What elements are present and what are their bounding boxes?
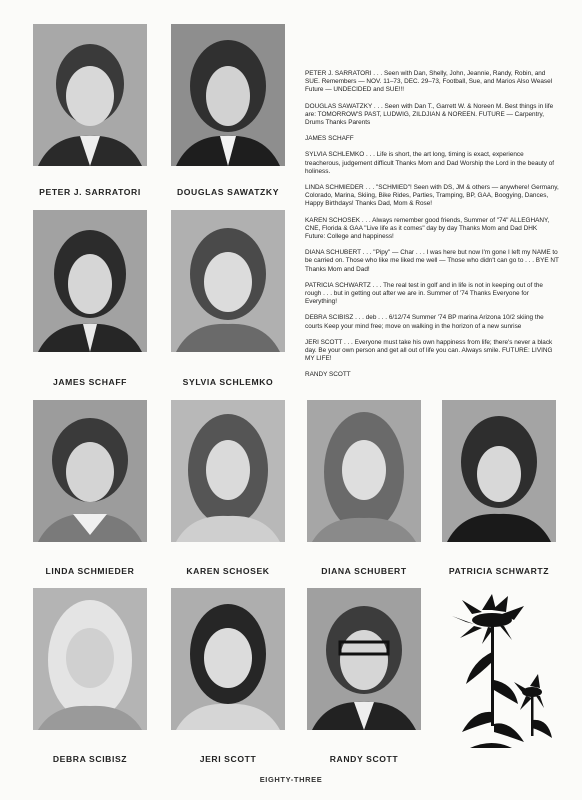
portrait-name: DOUGLAS SAWATZKY [176, 187, 280, 197]
bio-entry: LINDA SCHMIEDER . . . "SCHMIED"! Seen with DS, JM & others — anywhere! Germany, Colorado, Marina, Skiing, Bike Rides, Parties, Tramping, BP, GAA, Boogying, Dances, Happy Birthdays! Thanks Dad, Mom & Rose! [305, 184, 559, 208]
portrait-photo [307, 588, 421, 730]
portrait-name: SYLVIA SCHLEMKO [182, 377, 274, 387]
portrait-photo [171, 400, 285, 542]
bio-entry: PATRICIA SCHWARTZ . . . The real test in golf and in life is not in keeping out of the rough . . . but in getting out after we are in. Summer of '74 Thanks Everyone for Everything! [305, 281, 543, 306]
bio-entry: SYLVIA SCHLEMKO . . . Life is short, the art long, timing is exact, experience treacherous, judgement difficult Thanks Mom and Dad Worship the Lord in the beauty of holiness. [305, 151, 555, 175]
page-number: EIGHTY-THREE [259, 775, 323, 784]
bio-entry: DOUGLAS SAWATZKY . . . Seen with Dan T., Garrett W. & Noreen M. Best things in life are: TOMORROW'S PAST, LUDWIG, ZILDJIAN & NOREEN. FUTURE — Carpentry, Drums Thanks Parents [305, 102, 554, 127]
portrait-photo [442, 400, 556, 542]
portrait-name: JAMES SCHAFF [52, 377, 128, 387]
portrait-name: JERI SCOTT [199, 754, 257, 764]
portrait-name: RANDY SCOTT [329, 754, 399, 764]
portrait-photo [33, 400, 147, 542]
bio-entry: PETER J. SARRATORI . . . Seen with Dan, Shelly, John, Jeannie, Randy, Robin, and SUE. Remembers — NOV. 11–73, DEC. 29–73, Football, Sue, and Marios Also Weasel Future — UNDECIDED and SUE!!! [305, 70, 553, 94]
portrait-name: DIANA SCHUBERT [321, 566, 407, 576]
portrait-photo [171, 210, 285, 352]
portrait-name: PATRICIA SCHWARTZ [448, 566, 550, 576]
senior-bios [305, 70, 559, 388]
portrait-photo [33, 210, 147, 352]
portrait-name: KAREN SCHOSEK [186, 566, 270, 576]
bio-entry: JAMES SCHAFF [305, 135, 354, 143]
bio-entry: DEBRA SCIBISZ . . . deb . . . 6/12/74 Summer '74 BP marina Arizona 10/2 skiing the courts Keep your mind free; move on walking in the horizon of a new sunrise [305, 314, 544, 330]
bio-entry: DIANA SCHUBERT . . . "Pipy" — Char . . . I was here but now I'm gone I left my NAME to be carried on. Those who like me liked me well — Those who didn't can go to . . . BYE NT Thanks Mom and Dad! [305, 249, 559, 273]
portrait-name: DEBRA SCIBISZ [52, 754, 128, 764]
bio-entry: RANDY SCOTT [305, 371, 351, 379]
portrait-photo [33, 24, 147, 166]
portrait-name: LINDA SCHMIEDER [45, 566, 135, 576]
bio-entry: JERI SCOTT . . . Everyone must take his own happiness from life; there's never a black day. Be your own person and get all out of life you can. Always smile. FUTURE: LIVING MY LIFE! [305, 338, 553, 363]
portrait-photo [33, 588, 147, 730]
portrait-photo [171, 588, 285, 730]
portrait-photo [307, 400, 421, 542]
portrait-photo [171, 24, 285, 166]
portrait-name: PETER J. SARRATORI [39, 187, 141, 197]
flower-illustration [452, 592, 556, 748]
bio-entry: KAREN SCHOSEK . . . Always remember good friends, Summer of "74" ALLEGHANY, CNE, Florida & GAA "Live life as it comes" day by day Thanks Mom and Dad DHK Future: College and happiness! [305, 216, 550, 241]
